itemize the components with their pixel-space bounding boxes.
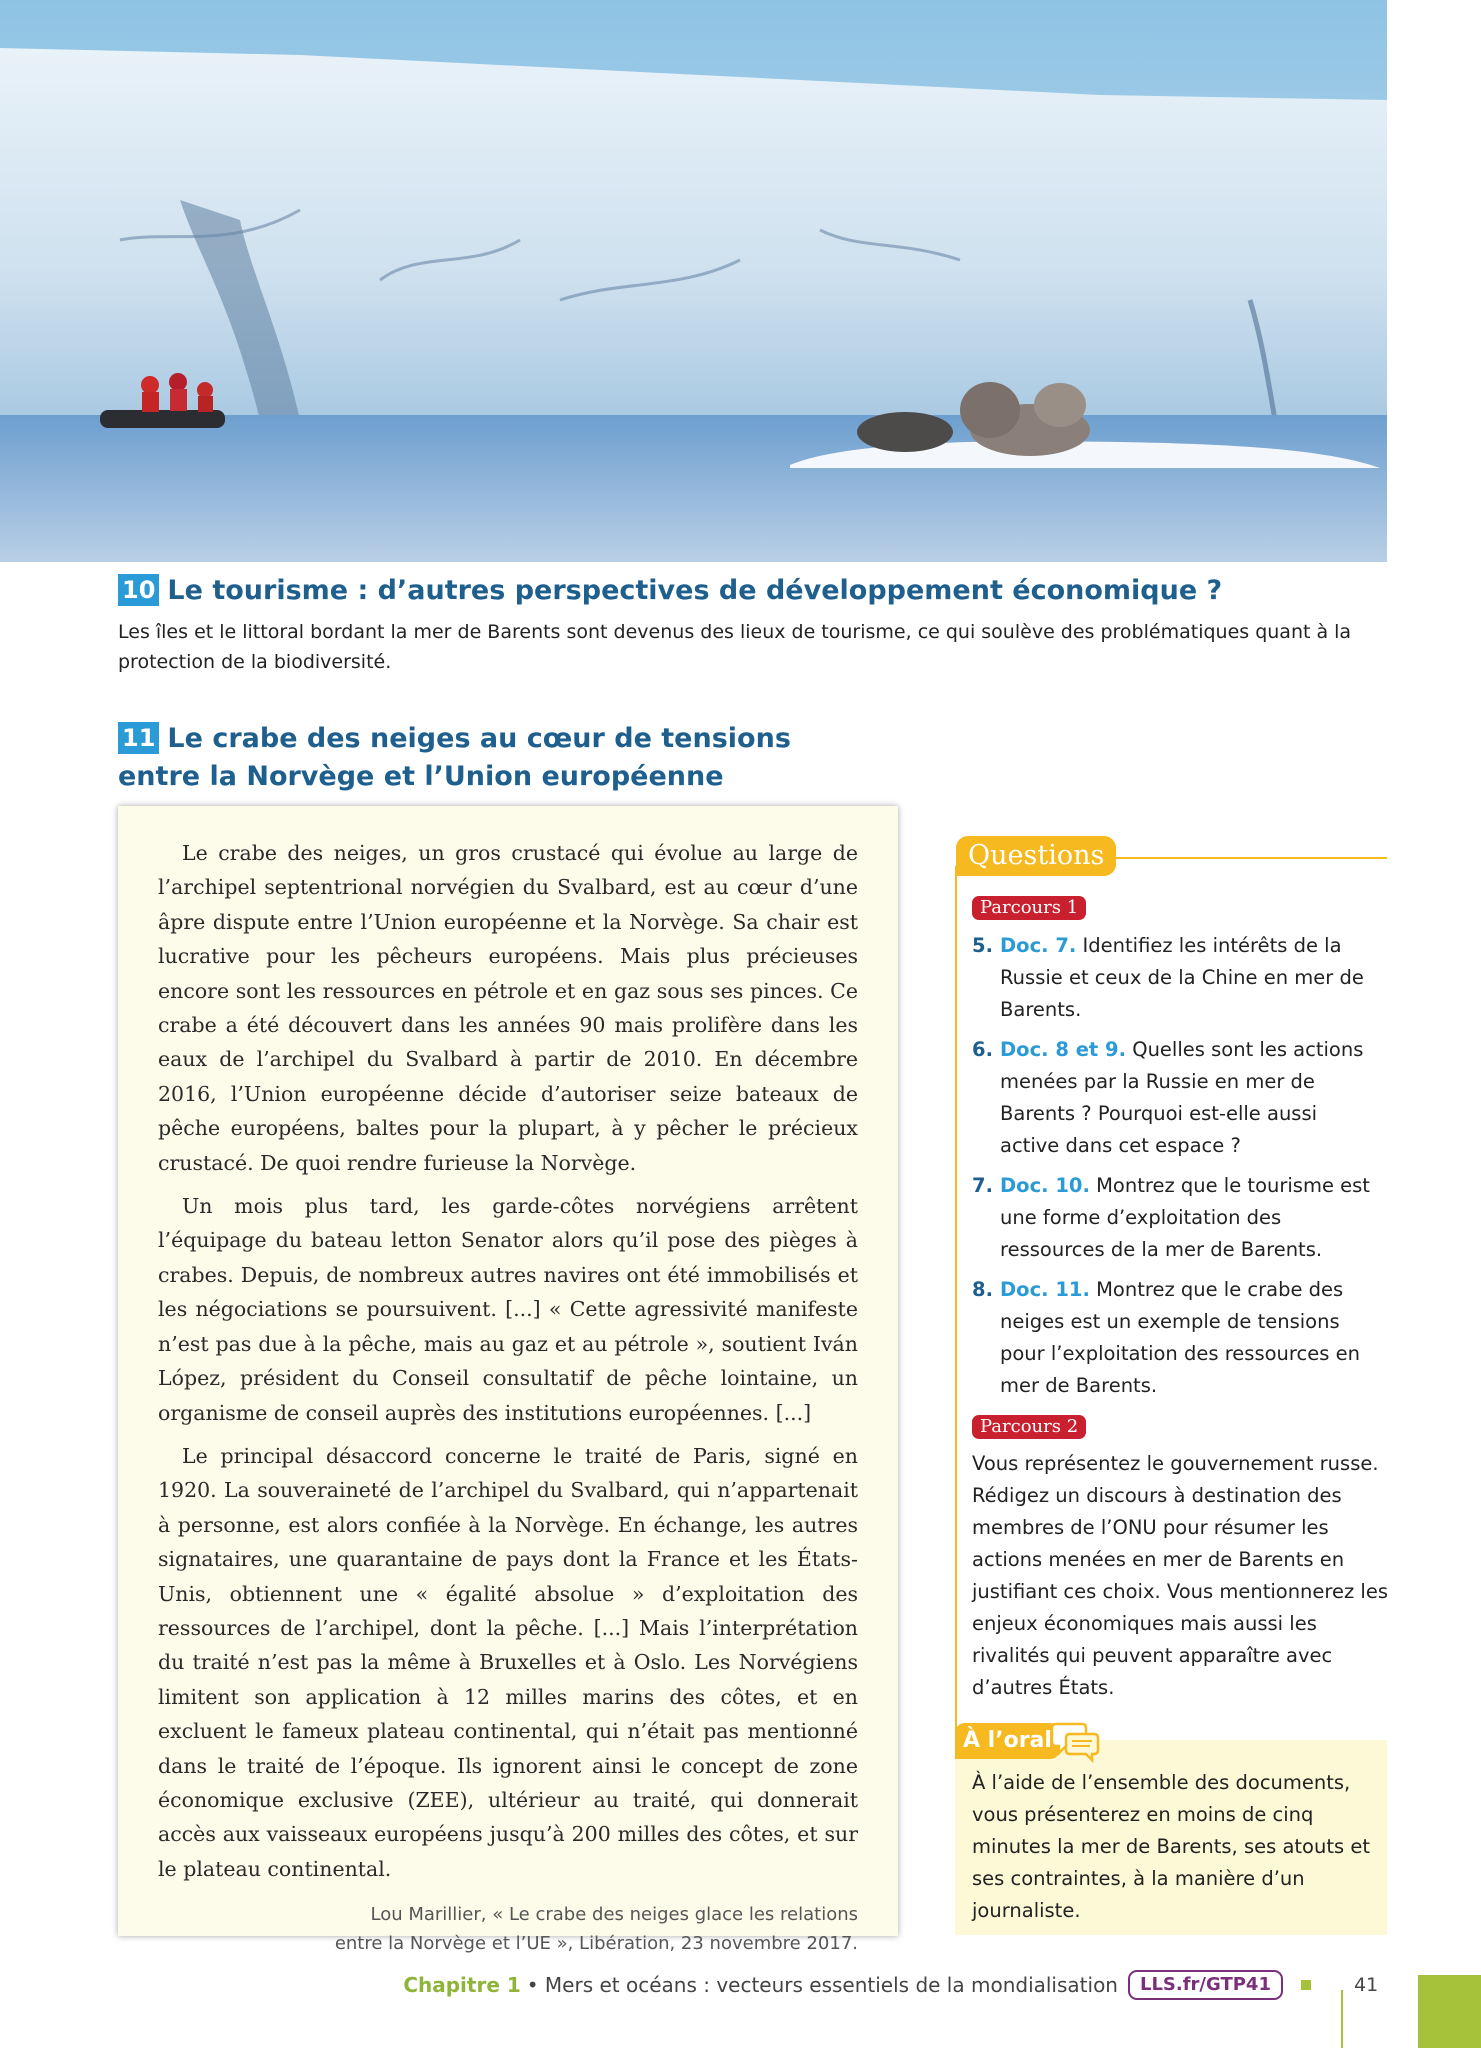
question-item [972, 930, 1382, 1026]
doc10-caption: Les îles et le littoral bordant la mer de Barents sont devenus des lieux de tourisme, ce qui soulève des problématiques quant à la protection de la biodiversité. [118, 621, 1352, 673]
question-item [972, 1170, 1382, 1266]
page-corner-tab [1418, 1975, 1481, 2048]
footer-link[interactable]: LLS.fr/GTP41 [1128, 1970, 1283, 2000]
parcours1-badge: Parcours 1 [972, 896, 1086, 920]
question-doc-ref: Doc. 10. [1000, 1174, 1090, 1197]
question-text: Montrez que le tourisme est une forme d’exploitation des ressources de la mer de Barents. [1000, 1174, 1370, 1261]
oral-text: À l’aide de l’ensemble des documents, vous présenterez en moins de cinq minutes la mer de Barents, ses atouts et ses contraintes, à la manière d’un journaliste. [972, 1771, 1370, 1922]
doc10-heading [118, 572, 1222, 610]
article-paragraph: Le principal désaccord concerne le traité de Paris, signé en 1920. La souveraineté de l’archipel du Svalbard, qui n’appartenait à personne, est alors confiée à la Norvège. En échange, les autres signataires, une quarantaine de pays dont la France et les États-Unis, obtiennent une « égalité absolue » d’exploitation des ressources de l’archipel, dont la pêche. [...] Mais l’interprétation du traité n’est pas la même à Bruxelles et à Oslo. Les Norvégiens limitent son application à 12 milles marins des côtes, et en excluent le fameux plateau continental, qui n’était pas mentionné dans le traité de l’époque. Ils ignorent ainsi le concept de zone économique exclusive (ZEE), ultérieur au traité, qui donnerait accès aux vaisseaux européens jusqu’à 200 milles des côtes, et sur le plateau continental. [158, 1443, 858, 1881]
footer-rule [1341, 1990, 1343, 2048]
doc11-article [118, 806, 898, 1955]
question-item [972, 1274, 1382, 1402]
question-doc-ref: Doc. 8 et 9. [1000, 1038, 1127, 1061]
questions-rule [1110, 857, 1387, 859]
parcours2-text: Vous représentez le gouvernement russe. Rédigez un discours à destination des membres de l’ONU pour résumer les actions menées en mer de Barents en justifiant ces choix. Vous mentionnerez les enjeux économiques mais aussi les rivalités qui peuvent apparaître avec d’autres États. [972, 1452, 1389, 1699]
question-number: 7. [972, 1174, 993, 1197]
doc11-number: 11 [118, 722, 159, 754]
parcours2-badge: Parcours 2 [972, 1415, 1086, 1439]
article-paragraph: Le crabe des neiges, un gros crustacé qui évolue au large de l’archipel septentrional norvégien du Svalbard, est au cœur d’une âpre dispute entre l’Union européenne et la Norvège. Sa chair est lucrative pour les pêcheurs européens. Mais plus précieuses encore sont les ressources en pétrole et en gaz sous ses pinces. Ce crabe a été découvert dans les années 90 mais prolifère dans les eaux de l’archipel du Svalbard à partir de 2010. En décembre 2016, l’Union européenne décide d’autoriser seize bateaux de pêche européens, baltes pour la plupart, à y pêcher le précieux crustacé. De quoi rendre furieuse la Norvège. [158, 841, 858, 1175]
question-number: 8. [972, 1278, 993, 1301]
question-text: Identifiez les intérêts de la Russie et ceux de la Chine en mer de Barents. [1000, 934, 1364, 1021]
article-paragraph: Un mois plus tard, les garde-côtes norvégiens arrêtent l’équipage du bateau letton Senator alors qu’il pose des pièges à crabes. Depuis, de nombreux autres navires ont été immobilisés et les négociations se poursuivent. [...] « Cette agressivité manifeste n’est pas due à la pêche, mais au gaz et au pétrole », soutient Iván López, président du Conseil consultatif de pêche lointaine, un organisme de conseil auprès des institutions européennes. [...] [158, 1194, 858, 1425]
glacier-photo [0, 0, 1387, 562]
question-doc-ref: Doc. 11. [1000, 1278, 1090, 1301]
doc11-title: Le crabe des neiges au cœur de tensions entre la Norvège et l’Union européenne [118, 723, 791, 792]
article-source-line2: entre la Norvège et l’UE », Libération, 23 novembre 2017. [334, 1933, 858, 1955]
footer-chapter: Chapitre 1 [403, 1973, 521, 1997]
page-footer [403, 1970, 1311, 2000]
question-text: Quelles sont les actions menées par la Russie en mer de Barents ? Pourquoi est-elle aussi active dans cet espace ? [1000, 1038, 1364, 1157]
question-number: 6. [972, 1038, 993, 1061]
questions-tab: Questions [956, 836, 1116, 876]
questions-list [972, 930, 1382, 1410]
question-number: 5. [972, 934, 993, 957]
speech-bubbles-icon [1052, 1720, 1100, 1764]
doc10-title: Le tourisme : d’autres perspectives de développement économique ? [167, 575, 1223, 606]
article-source [158, 1900, 858, 1958]
questions-side-rule [955, 866, 957, 1736]
doc10-number: 10 [118, 574, 159, 606]
footer-square [1301, 1980, 1311, 1990]
question-text: Montrez que le crabe des neiges est un exemple de tensions pour l’exploitation des ressources en mer de Barents. [1000, 1278, 1360, 1397]
question-doc-ref: Doc. 7. [1000, 934, 1077, 957]
doc11-heading [118, 720, 878, 796]
page-number: 41 [1354, 1974, 1379, 1996]
footer-subtitle: • Mers et océans : vecteurs essentiels de la mondialisation [526, 1973, 1118, 1997]
oral-tab: À l’oral [955, 1723, 1060, 1759]
article-source-line1: Lou Marillier, « Le crabe des neiges glace les relations [370, 1904, 858, 1926]
question-item [972, 1034, 1382, 1162]
